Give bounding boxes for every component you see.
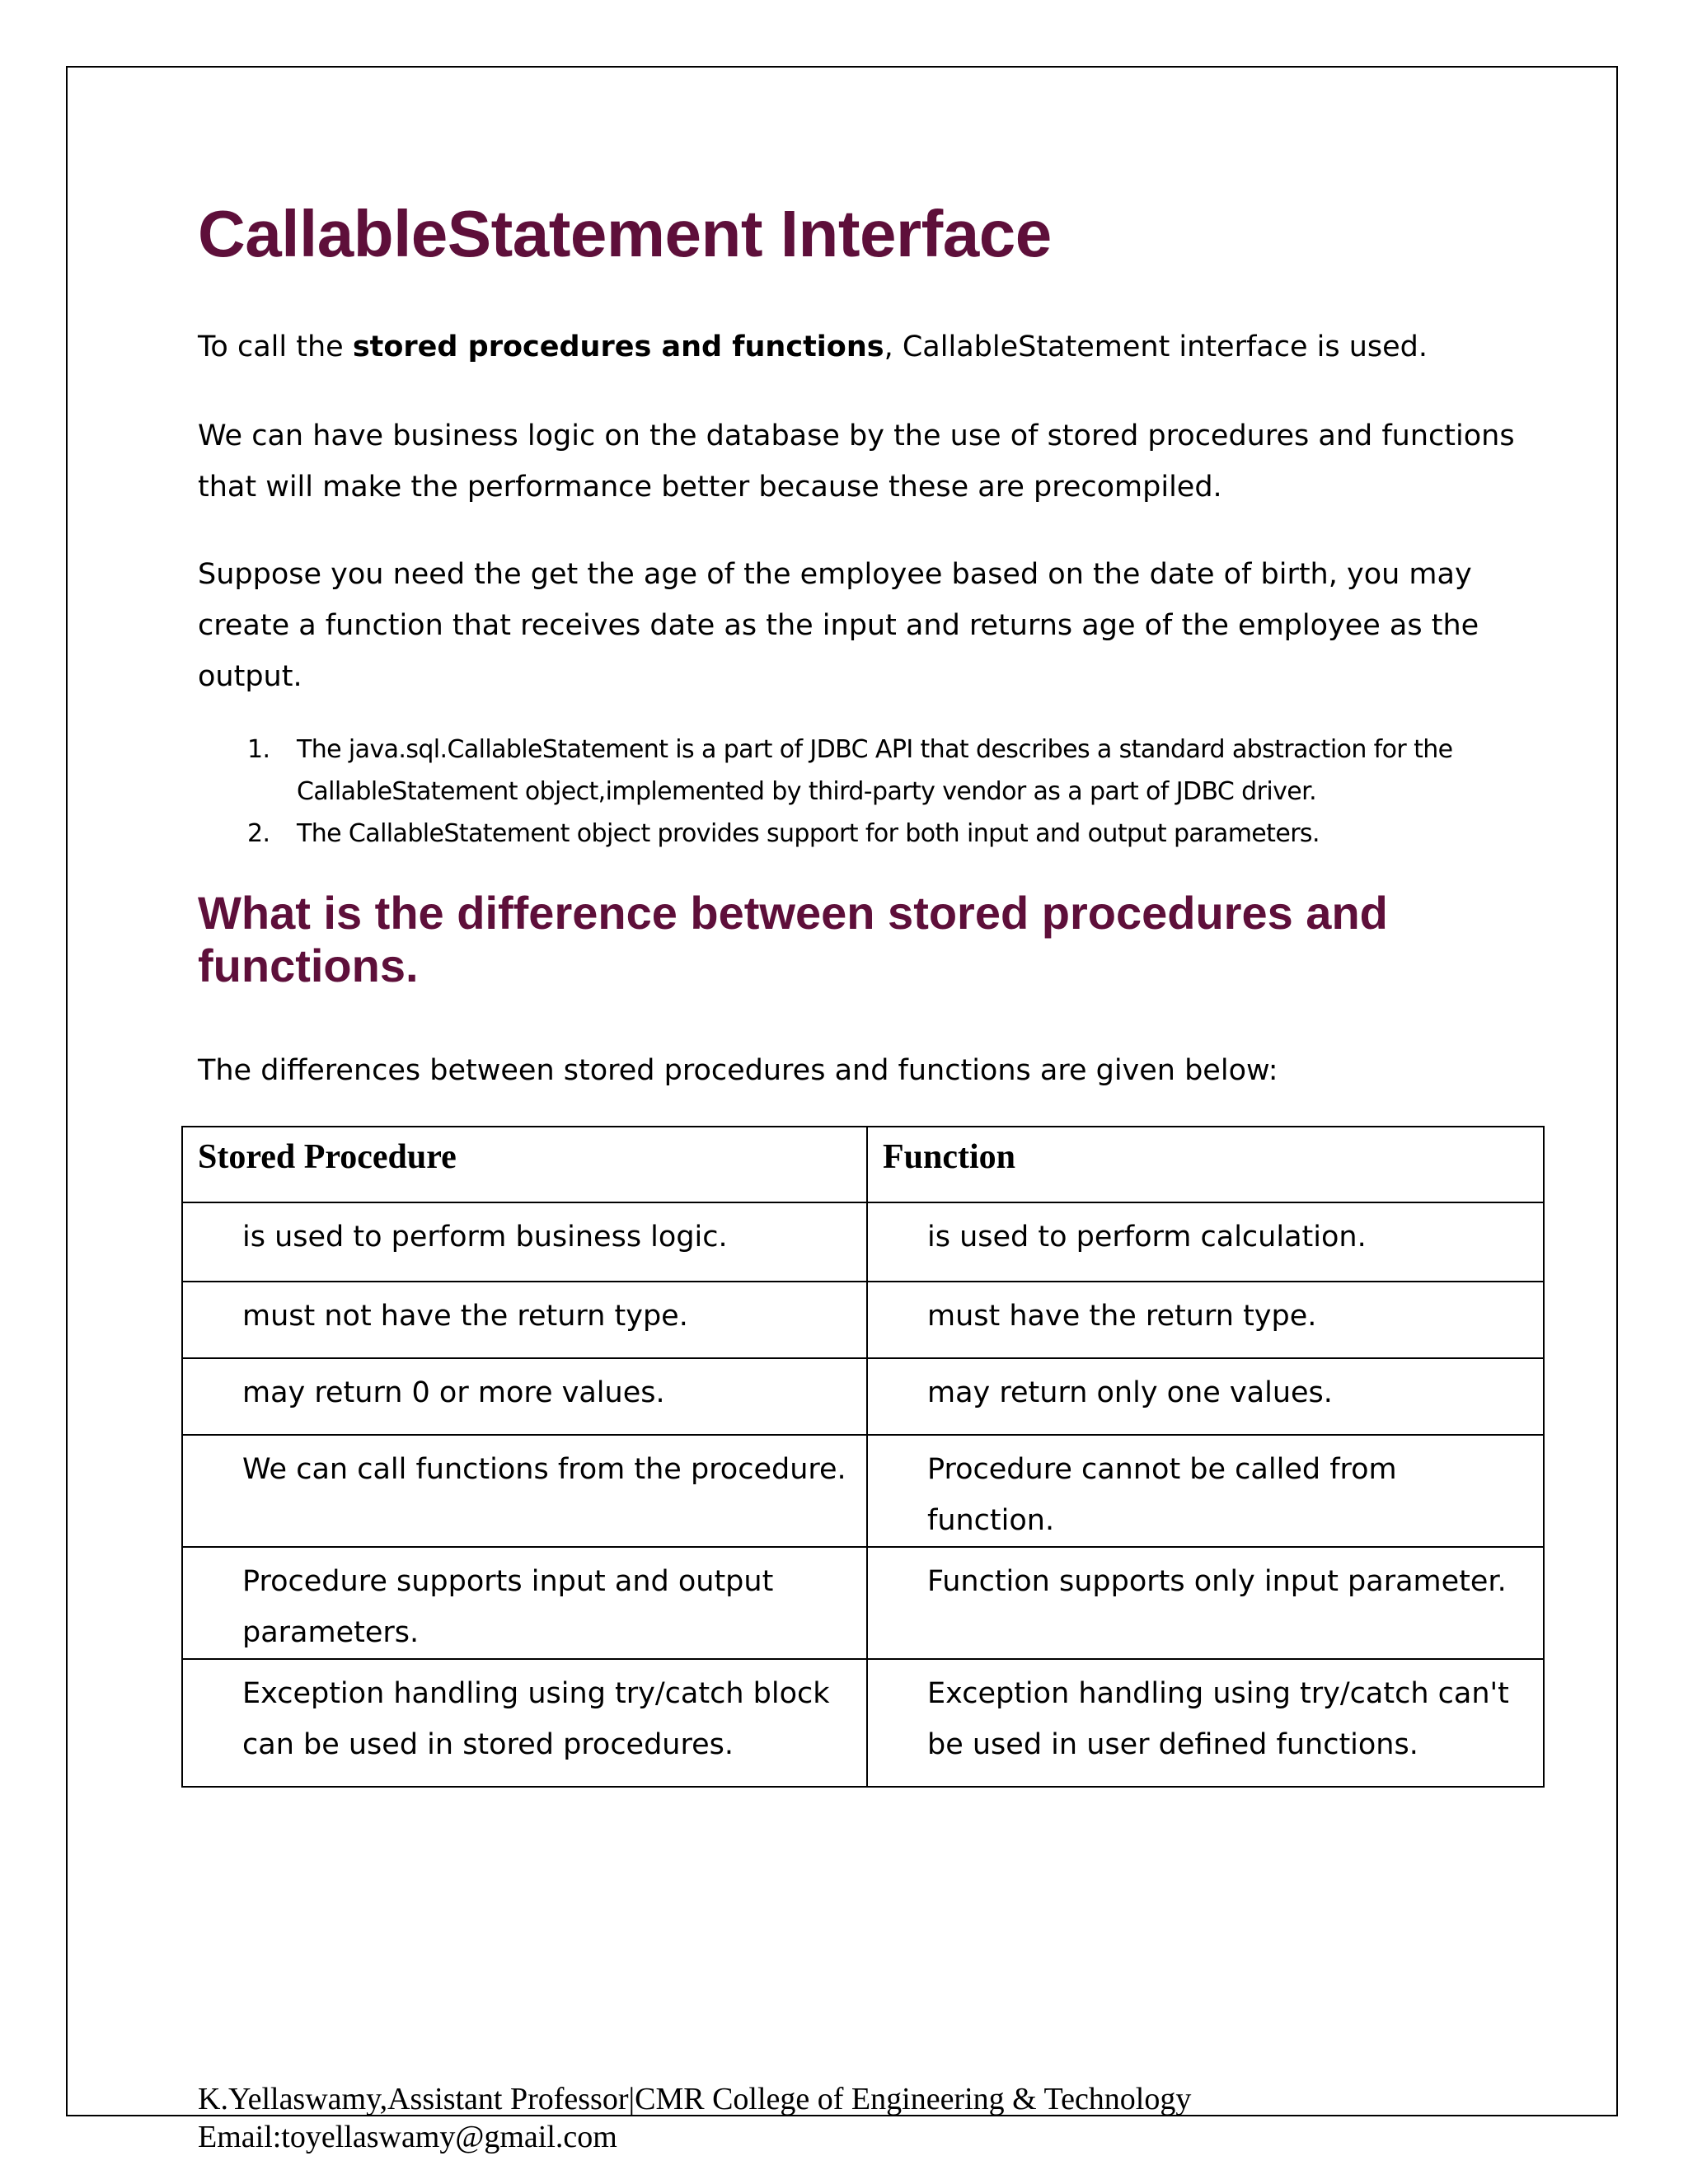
table-row (182, 1547, 1544, 1659)
table-row (182, 1202, 1544, 1282)
footer-email: Email:toyellaswamy@gmail.com (198, 2120, 617, 2154)
table-header-row (182, 1127, 1544, 1202)
procedure-cell: is used to perform business logic. (182, 1202, 867, 1282)
list-item (198, 813, 1533, 855)
function-cell: may return only one values. (867, 1358, 1544, 1435)
numbered-list (198, 729, 1533, 855)
table-row (182, 1659, 1544, 1787)
difference-table (181, 1126, 1545, 1788)
intro-paragraph (198, 321, 1550, 373)
intro-prefix: To call the (198, 330, 353, 363)
function-cell: Function supports only input parameter. (867, 1547, 1544, 1659)
table-row (182, 1358, 1544, 1435)
intro-bold: stored procedures and functions (352, 330, 884, 363)
intro-suffix: , CallableStatement interface is used. (884, 330, 1428, 363)
function-cell: must have the return type. (867, 1282, 1544, 1358)
table-row (182, 1282, 1544, 1358)
page-title: CallableStatement Interface (198, 197, 1052, 270)
function-cell: Exception handling using try/catch can't be used in user defined functions. (867, 1659, 1544, 1787)
list-item (198, 729, 1533, 813)
header-function: Function (867, 1127, 1544, 1202)
list-text: The CallableStatement object provides support for both input and output parameters. (297, 819, 1320, 848)
function-cell: Procedure cannot be called from function. (867, 1435, 1544, 1547)
list-number: 1. (247, 735, 270, 764)
procedure-cell: may return 0 or more values. (182, 1358, 867, 1435)
list-text: The java.sql.CallableStatement is a part of JDBC API that describes a standard abstraction for the CallableStatement object,implemented by third-party vendor as a part of JDBC driver. (297, 735, 1453, 806)
header-stored-procedure: Stored Procedure (182, 1127, 867, 1202)
table-row (182, 1435, 1544, 1547)
function-cell: is used to perform calculation. (867, 1202, 1544, 1282)
procedure-cell: must not have the return type. (182, 1282, 867, 1358)
list-number: 2. (247, 819, 270, 848)
procedure-cell: Procedure supports input and output parameters. (182, 1547, 867, 1659)
footer-author: K.Yellaswamy,Assistant Professor|CMR College of Engineering & Technology (198, 2082, 1192, 2116)
section-heading: What is the difference between stored procedures and functions. (198, 887, 1388, 991)
page-footer (198, 2080, 1191, 2156)
procedure-cell: Exception handling using try/catch block can be used in stored procedures. (182, 1659, 867, 1787)
example-paragraph: Suppose you need the get the age of the employee based on the date of birth, you may create a function that receives date as the input and returns age of the employee as the output. (198, 558, 1479, 693)
procedure-cell: We can call functions from the procedure. (182, 1435, 867, 1547)
table-intro: The differences between stored procedures and functions are given below: (198, 1054, 1278, 1087)
business-logic-paragraph: We can have business logic on the database by the use of stored procedures and functions that will make the performance better because these are precompiled. (198, 419, 1515, 504)
